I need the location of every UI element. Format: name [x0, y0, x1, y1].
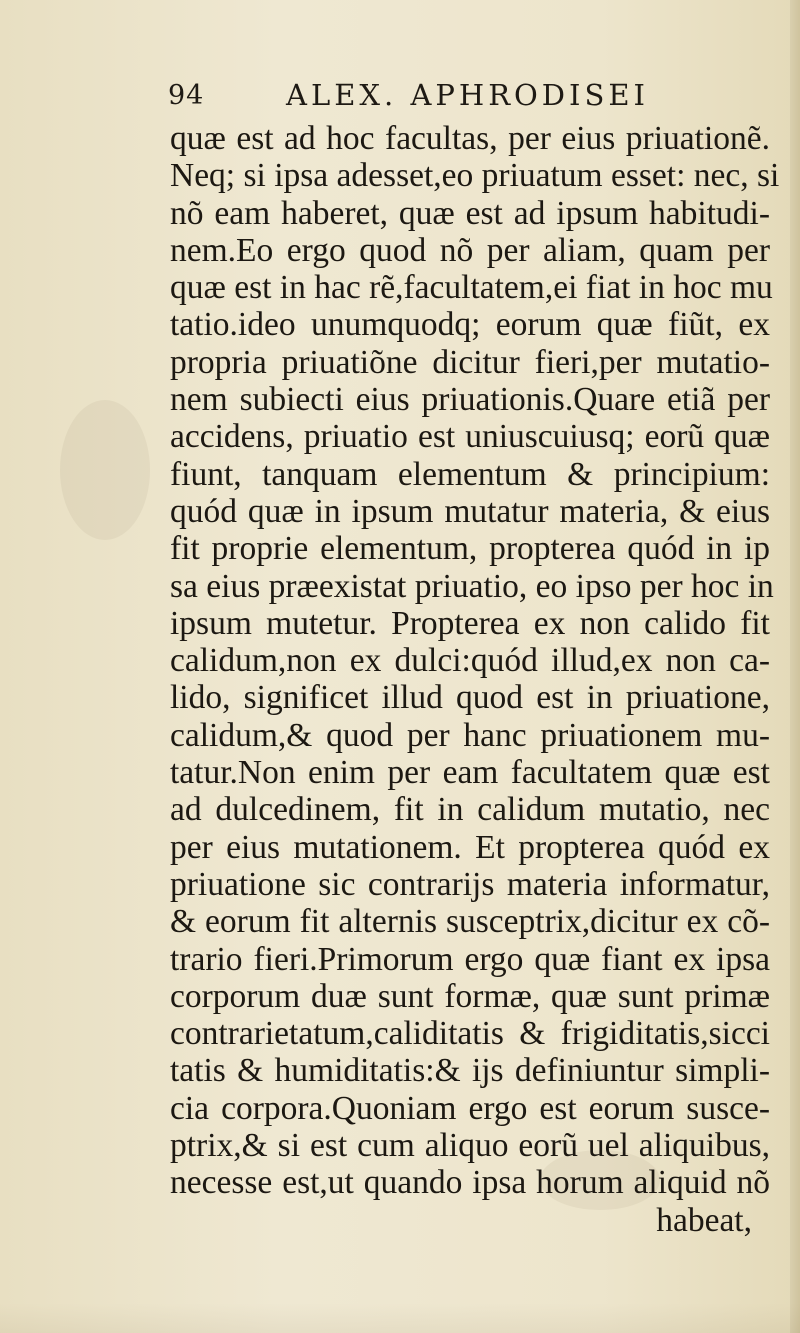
- text-line: quæ est ad hoc facultas, per eius priuationẽ.: [170, 120, 770, 157]
- running-head: ALEX. APHRODISEI: [286, 78, 650, 112]
- text-line: tatio.ideo unumquodq; eorum quæ fiũt, ex: [170, 306, 770, 344]
- text-line: propria priuatiõne dicitur fieri,per mutatio-: [170, 343, 770, 381]
- folio-number: 94: [168, 80, 205, 111]
- text-line: tatis & humiditatis:& ijs definiuntur simpli-: [170, 1052, 770, 1090]
- text-line: accidens, priuatio est uniuscuiusq; eorũ quæ: [170, 418, 770, 456]
- text-line: Neq; si ipsa adesset,eo priuatum esset: nec, si: [170, 157, 780, 195]
- text-line: trario fieri.Primorum ergo quæ fiant ex ipsa: [170, 940, 770, 978]
- text-line: tatur.Non enim per eam facultatem quæ est: [170, 754, 770, 792]
- page-edge: [790, 0, 800, 1333]
- text-line: calidum,non ex dulci:quód illud,ex non ca-: [170, 642, 770, 680]
- text-line: ipsum mutetur. Propterea ex non calido fit: [170, 604, 770, 642]
- body-text: [170, 120, 780, 1239]
- text-line: cia corpora.Quoniam ergo est eorum susce-: [170, 1089, 770, 1127]
- text-line: sa eius præexistat priuatio, eo ipso per hoc in: [170, 567, 774, 605]
- text-line: calidum,& quod per hanc priuationem mu-: [170, 716, 770, 754]
- text-line: fiunt, tanquam elementum & principium:: [170, 455, 770, 493]
- text-line: nõ eam haberet, quæ est ad ipsum habitudi-: [170, 194, 770, 232]
- text-line: corporum duæ sunt formæ, quæ sunt primæ: [170, 977, 770, 1015]
- page-shadow: [0, 1303, 800, 1333]
- text-line: fit proprie elementum, propterea quód in ip: [170, 530, 770, 568]
- text-line: quæ est in hac rẽ,facultatem,ei fiat in hoc mu: [170, 269, 773, 307]
- page-header: [168, 78, 748, 118]
- text-line: ptrix,& si est cum aliquo eorũ uel aliquibus,: [170, 1127, 770, 1165]
- text-line: nem.Eo ergo quod nõ per aliam, quam per: [170, 231, 770, 269]
- text-line: lido, significet illud quod est in priuatione,: [170, 679, 770, 717]
- text-line: per eius mutationem. Et propterea quód ex: [170, 828, 770, 866]
- text-line: quód quæ in ipsum mutatur materia, & eius: [170, 492, 770, 530]
- text-line: contrarietatum,caliditatis & frigiditatis,sicci: [170, 1015, 770, 1053]
- text-line: ad dulcedinem, fit in calidum mutatio, nec: [170, 791, 770, 829]
- catchword: habeat,: [656, 1201, 752, 1239]
- text-line: priuatione sic contrarijs materia informatur,: [170, 865, 770, 903]
- text-line: & eorum fit alternis susceptrix,dicitur ex cõ-: [170, 903, 770, 941]
- text-line: nem subiecti eius priuationis.Quare etiã per: [170, 381, 770, 419]
- paper-stain: [60, 400, 150, 540]
- text-line: necesse est,ut quando ipsa horum aliquid nõ: [170, 1164, 770, 1202]
